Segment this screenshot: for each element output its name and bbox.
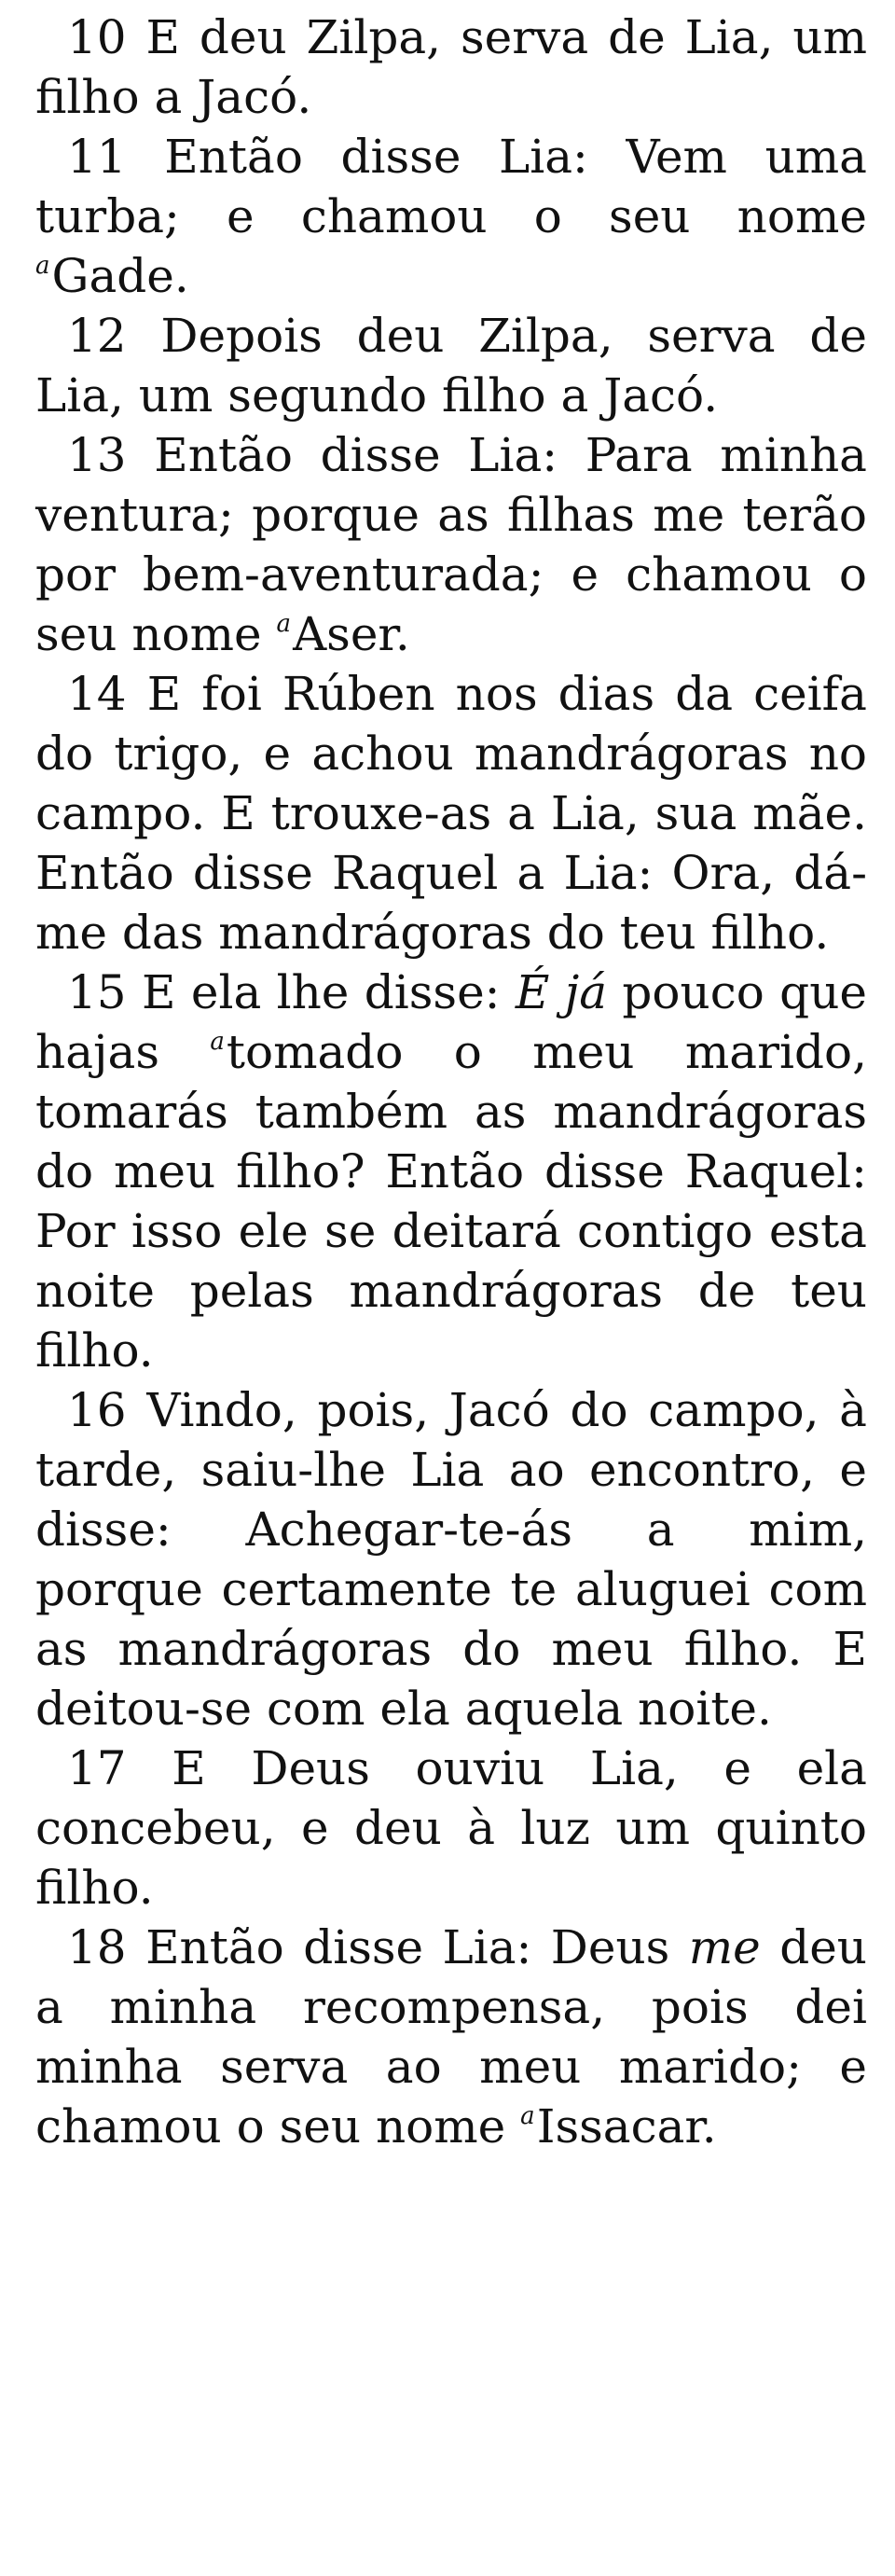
verse-14: [35, 664, 867, 963]
verse-17: [35, 1738, 867, 1918]
verse-text: Aser.: [293, 607, 410, 661]
verse-16: [35, 1380, 867, 1738]
verse-number: 18: [67, 1920, 127, 1974]
verse-text: Então disse Lia: Deus: [145, 1920, 689, 1974]
verse-number: 14: [67, 667, 127, 721]
verse-text: deu a minha recompensa, pois dei minha serva ao meu marido; e chamou o seu nome: [35, 1920, 868, 2154]
verse-number: 15: [67, 965, 127, 1019]
verse-text: Issacar.: [536, 2099, 717, 2154]
verse-12: [35, 306, 867, 425]
verse-text: pouco que hajas: [35, 965, 867, 1079]
verse-italic-text: me: [688, 1920, 761, 1974]
verse-number: 11: [67, 130, 127, 184]
verse-number: 12: [67, 309, 127, 363]
footnote-marker[interactable]: a: [276, 610, 292, 638]
verse-text: Então disse Lia: Para minha ventura; porque as filhas me terão por bem-aventurada; e chamou o seu nome: [35, 428, 867, 661]
verse-text: tomado o meu marido, tomarás também as mandrágoras do meu filho? Então disse Raquel: Por isso ele se deitará contigo esta noite pelas mandrágoras de teu filho.: [35, 1025, 867, 1378]
verse-number: 17: [67, 1741, 127, 1795]
verse-text: Gade.: [51, 249, 189, 303]
verse-18: [35, 1918, 867, 2156]
verse-11: [35, 127, 867, 306]
verse-text: E Deus ouviu Lia, e ela concebeu, e deu à luz um quinto filho.: [35, 1741, 867, 1915]
verse-text: Então disse Lia: Vem uma turba; e chamou o seu nome: [35, 130, 867, 243]
verse-text: E deu Zilpa, serva de Lia, um filho a Jacó.: [35, 10, 867, 124]
verse-number: 10: [67, 10, 127, 64]
verse-text: E foi Rúben nos dias da ceifa do trigo, e achou mandrágoras no campo. E trouxe-as a Lia, sua mãe. Então disse Raquel a Lia: Ora, dá-me das mandrágoras do teu filho.: [35, 667, 867, 960]
footnote-marker[interactable]: a: [520, 2102, 535, 2130]
verse-10: [35, 7, 867, 127]
verse-15: [35, 963, 867, 1380]
footnote-marker[interactable]: a: [210, 1028, 225, 1056]
verse-italic-text: É já: [515, 965, 608, 1019]
verse-text: Depois deu Zilpa, serva de Lia, um segundo filho a Jacó.: [35, 309, 867, 422]
verse-number: 16: [67, 1383, 127, 1437]
footnote-marker[interactable]: a: [35, 252, 50, 280]
verse-number: 13: [67, 428, 127, 482]
verse-text: Vindo, pois, Jacó do campo, à tarde, saiu-lhe Lia ao encontro, e disse: Achegar-te-ás a mim, porque certamente te aluguei com as mandrágoras do meu filho. E deitou-se com ela aquela noite.: [35, 1383, 867, 1736]
verse-text: E ela lhe disse:: [142, 965, 516, 1019]
verse-13: [35, 425, 867, 664]
